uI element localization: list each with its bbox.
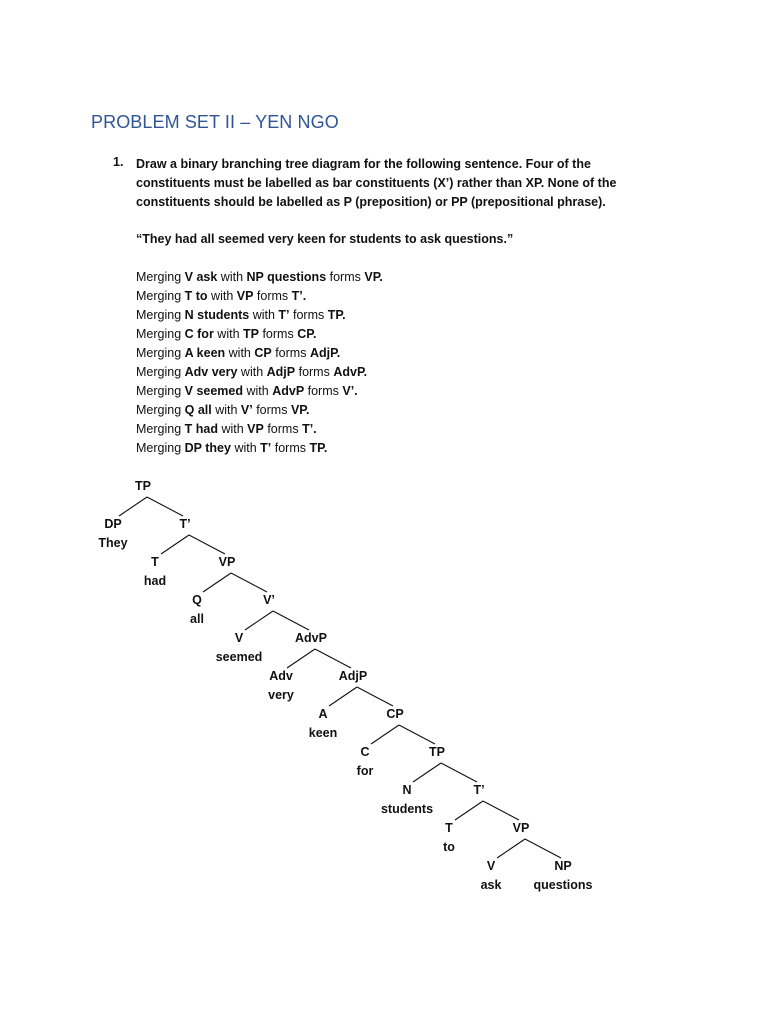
tree-node-label: TP <box>429 745 445 759</box>
merge-step: Merging DP they with T’ forms TP. <box>136 441 328 455</box>
tree-node-word: ask <box>480 878 502 892</box>
tree-node-word: seemed <box>215 650 263 664</box>
merge-step: Merging Adv very with AdjP forms AdvP. <box>136 365 368 379</box>
tree-branch <box>231 573 267 592</box>
tree-branch <box>287 649 315 668</box>
tree-node-word: to <box>443 840 455 854</box>
merge-step: Merging T had with VP forms T’. <box>136 422 317 436</box>
tree-node-label: N <box>402 783 412 797</box>
tree-branch <box>203 573 231 592</box>
tree-node-label: DP <box>104 517 122 531</box>
tree-branch <box>413 763 441 782</box>
tree-node-label: AdjP <box>338 669 368 683</box>
merge-step: Merging T to with VP forms T’. <box>136 289 307 303</box>
tree-node-label: V <box>486 859 496 873</box>
tree-branch <box>161 535 189 554</box>
tree-node-word: had <box>143 574 167 588</box>
tree-branch <box>441 763 477 782</box>
tree-branch <box>483 801 519 820</box>
tree-branch <box>189 535 225 554</box>
tree-node-label: V’ <box>263 593 275 607</box>
tree-node-label: T <box>445 821 453 835</box>
tree-node-label: VP <box>218 555 236 569</box>
tree-node-label: Adv <box>269 669 293 683</box>
tree-node-label: C <box>360 745 370 759</box>
tree-node-word: They <box>98 536 128 550</box>
merge-step: Merging A keen with CP forms AdjP. <box>136 346 341 360</box>
tree-branch <box>371 725 399 744</box>
tree-branch <box>357 687 393 706</box>
tree-branch <box>147 497 183 516</box>
tree-node-label: T’ <box>473 783 485 797</box>
merge-step: Merging V seemed with AdvP forms V’. <box>136 384 358 398</box>
tree-branch <box>273 611 309 630</box>
tree-branch <box>315 649 351 668</box>
tree-branch <box>329 687 357 706</box>
question-number: 1. <box>113 155 124 169</box>
tree-node-word: all <box>190 612 204 626</box>
tree-node-label: AdvP <box>295 631 327 645</box>
merge-step: Merging Q all with V’ forms VP. <box>136 403 310 417</box>
page-title: PROBLEM SET II – YEN NGO <box>91 112 339 132</box>
tree-branch <box>245 611 273 630</box>
tree-node-label: T’ <box>179 517 191 531</box>
tree-node-label: VP <box>512 821 530 835</box>
tree-node-label: Q <box>192 593 202 607</box>
tree-branch <box>455 801 483 820</box>
merge-step: Merging N students with T’ forms TP. <box>136 308 346 322</box>
tree-node-word: students <box>380 802 434 816</box>
tree-node-label: T <box>151 555 159 569</box>
tree-node-word: keen <box>308 726 338 740</box>
tree-branch <box>525 839 561 858</box>
example-sentence: “They had all seemed very keen for students to ask questions.” <box>136 232 514 246</box>
tree-node-word: questions <box>533 878 593 892</box>
tree-branch <box>399 725 435 744</box>
tree-node-label: CP <box>386 707 404 721</box>
tree-node-label: NP <box>554 859 572 873</box>
tree-node-label: V <box>234 631 244 645</box>
tree-node-label: A <box>318 707 328 721</box>
tree-node-root: TP <box>135 479 151 493</box>
tree-node-word: very <box>268 688 294 702</box>
merge-step: Merging V ask with NP questions forms VP. <box>136 270 383 284</box>
merge-step: Merging C for with TP forms CP. <box>136 327 317 341</box>
tree-branch <box>497 839 525 858</box>
question-text: Draw a binary branching tree diagram for the following sentence. Four of the constituents must be labelled as bar constituents (X’) rather than XP. None of the constituents should be labelled as P (preposition) or PP (prepositional phrase). <box>136 157 617 209</box>
tree-branch <box>119 497 147 516</box>
tree-node-word: for <box>356 764 374 778</box>
